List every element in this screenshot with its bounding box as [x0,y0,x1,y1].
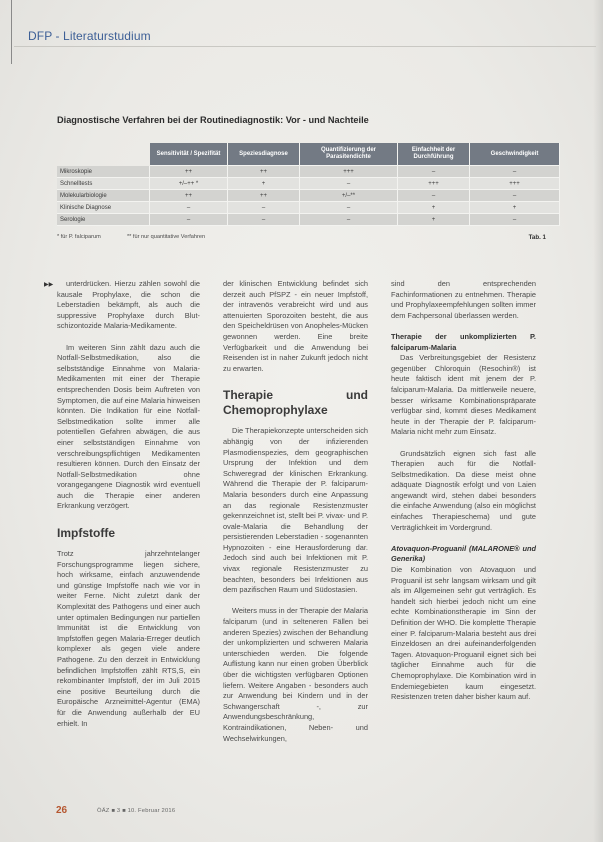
paragraph: Im weiteren Sinn zählt dazu auch die Notfall-Selbstmedikation, also die selbstständige Einnahme von Malaria-Medikamenten mit einer der Therapie entsprechenden Dosis beim Auftreten von Symptomen, die auf eine Malaria hinweisen könnten. Die Indikation für eine Notfall-Selbstmedikation sollte immer alle potentiellen Gefahren abwägen, die aus einer selbstständigen Einnahme von verschreibungspflichtigen Medikamenten resultieren können. Durch den Einsatz der Notfall-Selbstmedikation ohne vorangegangene Diagnostik wird eventuell auch die Therapie einer anderen Erkrankung verzögert. [57,342,200,511]
table-cell: – [300,178,398,190]
paragraph: Das Verbreitungsgebiet der Resistenz gegenüber Chloroquin (Resochin®) ist heute faktisch ident mit jenem der P. falciparum-Malaria. Da mittlerweile neuere, besser wirksame Kombinationspräparate verfügbar sind, kommt dieses Medikament heute in der Therapie der P. falciparum-Malaria nicht mehr zum Einsatz. [391,353,536,437]
table-cell: – [470,190,560,202]
column-header: Sensitivität / Spezifität [150,143,228,166]
issue-info: ÖÄZ ■ 3 ■ 10. Februar 2016 [97,808,176,814]
table-cell: – [150,202,228,214]
table-cell: – [398,166,470,178]
table-cell: – [470,214,560,226]
table-cell: +/–** [300,190,398,202]
table-label: Tab. 1 [528,234,546,241]
table-row [57,214,560,226]
table-row [57,202,560,214]
text-column-2 [223,279,368,755]
paragraph: Die Kombination von Atovaquon und Proguanil ist sehr langsam wirksam und gilt als im Allgemeinen sehr gut verträglich. Es handelt sich hierbei jedoch nicht um eine echte Kombinationstherapie im Sinn der Definition der WHO. Die komplette Therapie einer P. falciparum-Malaria besteht aus drei Einzeldosen an drei aufeinanderfolgenden Tagen. Atovaquon-Proguanil eignet sich bei täglicher Einnahme auch für die Chemoprophylaxe. Die Kombination wird in Endemiegebieten kaum eingesetzt. Resistenzen treten daher bisher kaum auf. [391,565,536,702]
row-label: Serologie [57,214,150,226]
paragraph: unterdrücken. Hierzu zählen sowohl die kausale Prophylaxe, die schon die Leberstadien bekämpft, als auch die suppressive Prophylaxe durch Blut-schizontozide Malaria-Medikamente. [57,279,200,331]
column-header: Speziesdiagnose [228,143,300,166]
subheading: Atovaquon-Proguanil (MALARONE® und Generika) [391,543,536,564]
page-number: 26 [56,805,68,816]
paragraph: sind den entsprechenden Fachinformationen zu entnehmen. Therapie und Prophylaxeempfehlungen sollten immer dem Fachpersonal überlassen werden. [391,279,536,320]
table-cell: – [300,202,398,214]
paragraph: Die Therapiekonzepte unterscheiden sich abhängig von der infizierenden Plasmodienspezies, dem geographischen Ursprung der Infektion und dem Schweregrad der klinischen Erkrankung. Während die Therapie der P. falciparum-Malaria besonders durch eine Anpassung an das regionale Resistenzmuster gekennzeichnet ist, stellt bei P. vivax- und P. ovale-Malaria die Behandlung der persistierenden Leberstadien - sogenannten Hypnozoiten - eine Herausforderung dar. Jedoch sind auch bei Infektionen mit P. vivax regionale Resistenzmuster zu beachten, besonders bei Infektionen aus dem pazifischen Raum und Südostasien. [223,426,368,595]
table-cell: ++ [150,166,228,178]
table-cell: +/–++ * [150,178,228,190]
scan-edge-shadow [593,0,603,842]
paragraph: der klinischen Entwicklung befindet sich derzeit auch PfSPZ - ein neuer Impfstoff, der intravenös verabreicht wird und aus attenuierten Sporozoiten besteht, die aus den Speicheldrüsen von Anopheles-Mücken gewonnen werden. Eine breite Verfügbarkeit und die Anwendung bei Reisenden ist in naher Zukunft jedoch nicht zu erwarten. [223,279,368,373]
table-title: Diagnostische Verfahren bei der Routinediagnostik: Vor - und Nachteile [57,115,369,125]
text-column-3 [391,279,536,713]
row-label: Klinische Diagnose [57,202,150,214]
table-cell: + [398,202,470,214]
table-cell: + [228,178,300,190]
continuation-marker-icon: ▶▶ [44,281,54,288]
paragraph: Grundsätzlich eignen sich fast alle Therapien auch für die Notfall-Selbstmedikation. Da diese meist ohne adäquate Diagnostik erfolgt und von Laien angewandt wird, stehen dabei besonders die einfache Anwendung (also ein möglichst einfaches Therapieschema) und gute Verträglichkeit im Vordergrund. [391,448,536,532]
row-label: Schnelltests [57,178,150,190]
header-divider [14,46,596,47]
table-cell: + [398,214,470,226]
table-cell: ++ [150,190,228,202]
table-cell: – [228,202,300,214]
subheading: Therapie der unkomplizierten P. falciparum-Malaria [391,331,536,352]
table-cell: – [398,190,470,202]
column-header: Geschwindigkeit [470,143,560,166]
table-row [57,190,560,202]
section-header: DFP - Literaturstudium [28,29,151,43]
table-header-row [57,143,560,166]
table-cell: + [470,202,560,214]
table-cell: – [470,166,560,178]
table-cell: – [300,214,398,226]
paragraph: Trotz jahrzehntelanger Forschungsprogramme liegen sichere, hoch wirksame, einfach anzuwendende und günstige Impfstoffe nach wie vor in weiter Ferne. Nicht zuletzt dank der Komplexität des Pathogens und einer auch unter optimalen Bedingungen nur partiellen Immunität ist die Entwicklung von Impfstoffen gegen Malaria-Erreger deutlich komplexer als gegen viele andere Pathogene. Zu den derzeit in Entwicklung befindlichen Impfstoffen zählt RTS,S, ein rekombinanter Impfstoff, der im Juli 2015 eine positive Beurteilung durch die Europäische Arzneimittel-Agentur (EMA) für die Anwendung außerhalb der EU erhielt. In [57,549,200,728]
table-cell: ++ [228,190,300,202]
table-footnotes [57,234,560,240]
column-header: Einfachheit der Durchführung [398,143,470,166]
scan-edge-line [11,0,12,64]
footnote: * für P. falciparum [57,234,101,240]
column-header: Quantifizierung der Parasitendichte [300,143,398,166]
table-cell: – [150,214,228,226]
section-heading: Therapie und Chemoprophylaxe [223,388,368,418]
section-heading: Impfstoffe [57,526,115,541]
footnote: ** für nur quantitative Verfahren [127,234,206,240]
table-cell: ++ [228,166,300,178]
table-cell: +++ [398,178,470,190]
table-cell: – [228,214,300,226]
row-label: Mikroskopie [57,166,150,178]
text-column-1 [57,279,200,740]
table-cell: +++ [300,166,398,178]
paragraph: Weiters muss in der Therapie der Malaria falciparum (und in selteneren Fällen bei anderen Spezies) zwischen der Behandlung der unkomplizierten und schweren Malaria unterschieden werden. Die folgende Auflistung kann nur einen groben Überblick über die wichtigsten verfügbaren Optionen liefern. Weitere Angaben - besonders auch zur Anwendung bei Kindern und in der Schwangerschaft -, zur Anwendungsbeschränkung, Kontraindikationen, Neben- und Wechselwirkungen, [223,606,368,743]
table-cell: +++ [470,178,560,190]
table-corner-cell [57,143,150,166]
table-row [57,166,560,178]
row-label: Molekularbiologie [57,190,150,202]
diagnostics-table [57,143,560,226]
table-row [57,178,560,190]
